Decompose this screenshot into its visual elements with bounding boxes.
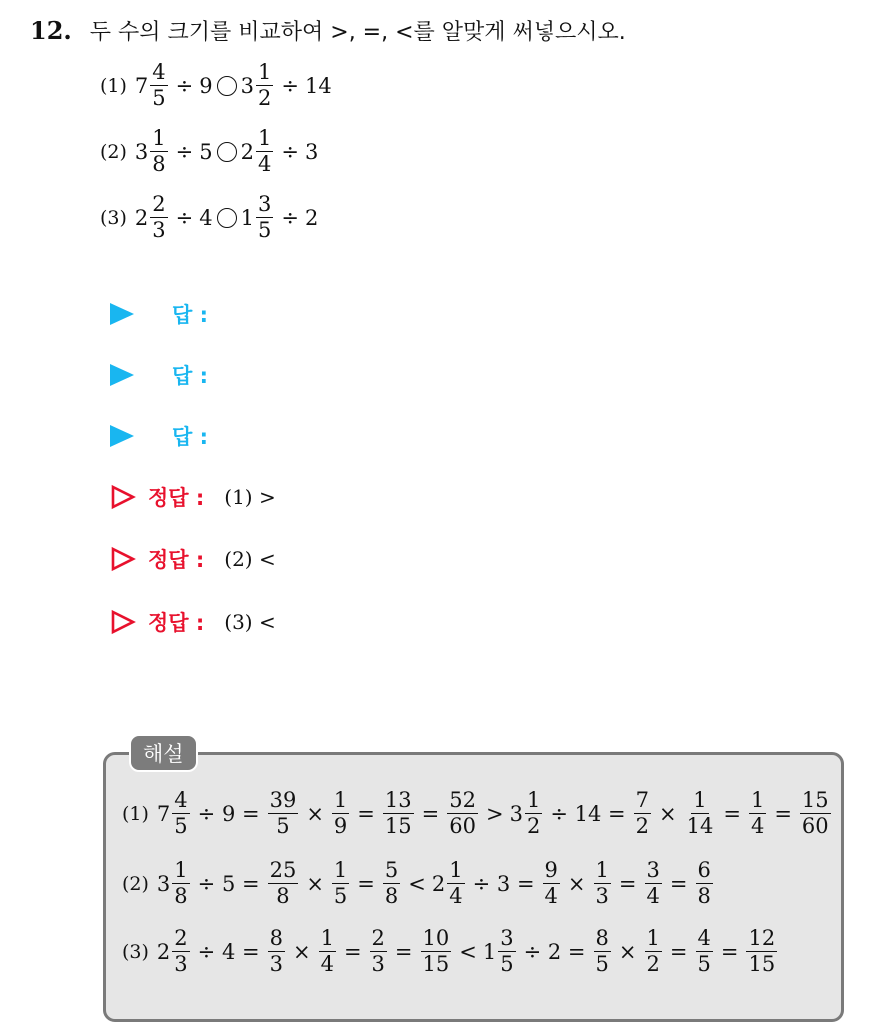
correct-answer-3	[110, 606, 276, 638]
fraction: $\frac{2}{3}$	[371, 926, 385, 976]
answer-circle[interactable]	[217, 76, 237, 96]
play-triangle-icon	[110, 364, 134, 386]
divisor: 14	[305, 73, 332, 98]
problem-label: (1)	[100, 74, 127, 97]
fraction: $\frac{25}{8}$	[269, 858, 297, 908]
correct-label: 정답 :	[148, 486, 205, 510]
problem-2: (2) 3 $\frac{1}{8}$ ÷ 5 2 $\frac{1}{4}$ ÷ 3	[100, 126, 319, 176]
fraction: $\frac{1}{3}$	[595, 858, 609, 908]
fraction: $\frac{2}{3}$	[152, 192, 166, 242]
fraction: $\frac{3}{5}$	[500, 926, 514, 976]
correct-value: (2) <	[224, 547, 276, 571]
fraction: $\frac{15}{60}$	[801, 788, 829, 838]
correct-value: (3) <	[224, 610, 276, 634]
fraction: $\frac{1}{2}$	[646, 926, 660, 976]
fraction: $\frac{12}{15}$	[748, 926, 776, 976]
fraction: $\frac{1}{9}$	[333, 788, 348, 838]
play-triangle-icon	[110, 303, 134, 325]
divisor: 2	[305, 205, 319, 230]
fraction: $\frac{1}{8}$	[152, 126, 166, 176]
fraction: $\frac{1}{4}$	[449, 858, 463, 908]
fraction: $\frac{4}{5}$	[152, 60, 166, 110]
correct-label: 정답 :	[148, 611, 205, 635]
problem-label: (3)	[100, 206, 127, 229]
correct-answer-1	[110, 481, 276, 513]
fraction: $\frac{8}{5}$	[595, 926, 609, 976]
fraction: $\frac{9}{4}$	[544, 858, 558, 908]
fraction: $\frac{3}{4}$	[646, 858, 660, 908]
mixed-whole: 2	[240, 139, 255, 164]
outline-triangle-icon	[110, 484, 136, 510]
divisor: 9	[199, 73, 213, 98]
answer-row-2[interactable]	[110, 359, 208, 391]
play-triangle-icon	[110, 425, 134, 447]
answer-circle[interactable]	[217, 142, 237, 162]
question-text: 두 수의 크기를 비교하여 >, =, <를 알맞게 써넣으시오.	[89, 19, 626, 45]
solution-line-1: (1) 7 $\frac{4}{5}$ ÷ 9 = $\frac{39}{5}$ × $\frac{1}{9}$ = $\frac{13}{15}$ = $\frac{52}{60}$ > 3 $\frac{1}{2}$ ÷ 14 = $\frac{7}{2}$ × $\frac{1}{14}$ = $\frac{1}{4}$ = $\frac{15}{60}$	[122, 788, 829, 838]
explanation-tag: 해설	[129, 734, 198, 772]
fraction: $\frac{39}{5}$	[269, 788, 297, 838]
correct-value: (1) >	[224, 485, 276, 509]
mixed-whole: 1	[240, 205, 255, 230]
fraction: $\frac{8}{3}$	[269, 926, 283, 976]
mixed-whole: 7	[134, 73, 149, 98]
problem-label: (2)	[100, 140, 127, 163]
problem-1: (1) 7 $\frac{4}{5}$ ÷ 9 3 $\frac{1}{2}$ ÷ 14	[100, 60, 332, 110]
fraction: $\frac{1}{2}$	[526, 788, 541, 838]
question-number: 12.	[30, 15, 72, 45]
answer-label: 답 :	[172, 303, 208, 327]
mixed-whole: 3	[134, 139, 149, 164]
fraction: $\frac{1}{5}$	[333, 858, 348, 908]
question-header	[30, 12, 626, 48]
fraction: $\frac{1}{8}$	[174, 858, 188, 908]
fraction: $\frac{1}{4}$	[750, 788, 765, 838]
outline-triangle-icon	[110, 546, 136, 572]
fraction: $\frac{4}{5}$	[697, 926, 711, 976]
fraction: $\frac{1}{2}$	[258, 60, 272, 110]
fraction: $\frac{52}{60}$	[449, 788, 476, 838]
divisor: 4	[199, 205, 213, 230]
mixed-whole: 2	[134, 205, 149, 230]
outline-triangle-icon	[110, 609, 136, 635]
answer-label: 답 :	[172, 364, 208, 388]
fraction: $\frac{3}{5}$	[258, 192, 272, 242]
answer-row-3[interactable]	[110, 420, 208, 452]
fraction: $\frac{2}{3}$	[174, 926, 188, 976]
answer-row-1[interactable]	[110, 298, 208, 330]
fraction: $\frac{13}{15}$	[384, 788, 412, 838]
fraction: $\frac{1}{4}$	[258, 126, 272, 176]
fraction: $\frac{1}{4}$	[320, 926, 334, 976]
divisor: 3	[305, 139, 319, 164]
answer-label: 답 :	[172, 425, 208, 449]
fraction: $\frac{7}{2}$	[635, 788, 649, 838]
divisor: 5	[199, 139, 213, 164]
correct-answer-2	[110, 543, 276, 575]
fraction: $\frac{1}{14}$	[686, 788, 714, 838]
correct-label: 정답 :	[148, 548, 205, 572]
answer-circle[interactable]	[217, 208, 237, 228]
fraction: $\frac{6}{8}$	[697, 858, 711, 908]
fraction: $\frac{5}{8}$	[384, 858, 399, 908]
fraction: $\frac{10}{15}$	[422, 926, 450, 976]
solution-line-2: (2) 3 $\frac{1}{8}$ ÷ 5 = $\frac{25}{8}$ × $\frac{1}{5}$ = $\frac{5}{8}$ < 2 $\frac{1}{4}$ ÷ 3 = $\frac{9}{4}$ × $\frac{1}{3}$ = $\frac{3}{4}$ = $\frac{6}{8}$	[122, 858, 711, 908]
problem-3: (3) 2 $\frac{2}{3}$ ÷ 4 1 $\frac{3}{5}$ ÷ 2	[100, 192, 319, 242]
solution-line-3: (3) 2 $\frac{2}{3}$ ÷ 4 = $\frac{8}{3}$ × $\frac{1}{4}$ = $\frac{2}{3}$ = $\frac{10}{15}$ < 1 $\frac{3}{5}$ ÷ 2 = $\frac{8}{5}$ × $\frac{1}{2}$ = $\frac{4}{5}$ = $\frac{12}{15}$	[122, 926, 776, 976]
fraction: $\frac{4}{5}$	[174, 788, 188, 838]
mixed-whole: 3	[240, 73, 255, 98]
